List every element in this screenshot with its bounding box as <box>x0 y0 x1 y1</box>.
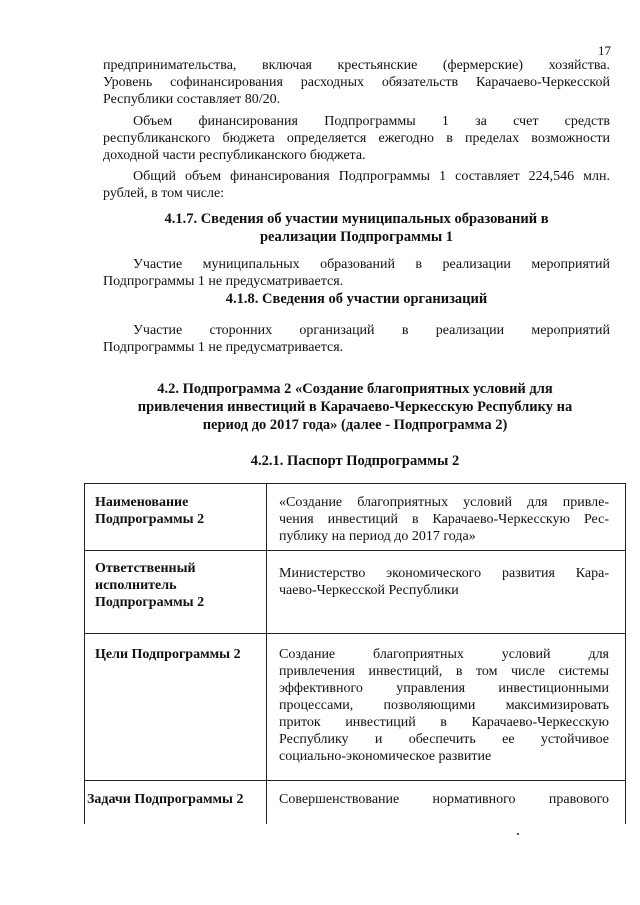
intro-line: Республики составляет 80/20. <box>103 92 281 107</box>
table-cell-label <box>84 551 267 633</box>
section-heading-417: реализации Подпрограммы 1 <box>259 229 454 245</box>
scan-speck <box>517 833 519 835</box>
row-label: Ответственный <box>95 561 196 576</box>
row-text: Министерство экономического развития Кара- чаево-Черкесской Республики <box>279 566 609 598</box>
row-label: Подпрограммы 2 <box>95 512 205 527</box>
section-heading-418: 4.1.8. Сведения об участии организаций <box>225 291 488 307</box>
section-heading-42: 4.2. Подпрограмма 2 «Создание благоприятных условий для <box>157 381 553 397</box>
intro-line: Уровень софинансирования расходных обязательств Карачаево-Черкесской <box>103 75 610 90</box>
section-417-text: Участие муниципальных образований в реализации мероприятий <box>133 257 610 272</box>
section-418-text: Подпрограммы 1 не предусматривается. <box>103 340 344 355</box>
table-row <box>84 551 626 634</box>
section-418-text: Участие сторонних организаций в реализации мероприятий <box>133 323 610 338</box>
section-heading-42: период до 2017 года» (далее - Подпрограмма 2) <box>202 417 508 433</box>
table-cell-value <box>267 634 626 780</box>
intro-line: республиканского бюджета определяется ежегодно в пределах возможности <box>103 131 610 146</box>
page-number: 17 <box>598 43 611 58</box>
intro-line: Общий объем финансирования Подпрограммы 1 составляет 224,546 млн. <box>133 169 610 184</box>
table-row <box>84 634 626 781</box>
table-cell-value <box>267 551 626 633</box>
section-heading-42: привлечения инвестиций в Карачаево-Черкесскую Республику на <box>137 399 573 415</box>
row-label: исполнитель <box>95 578 177 593</box>
row-label: Подпрограммы 2 <box>95 595 205 610</box>
row-label: Задачи Подпрограммы 2 <box>87 792 244 807</box>
row-label: Цели Подпрограммы 2 <box>95 647 241 662</box>
table-cell-label <box>84 781 267 824</box>
intro-line: доходной части республиканского бюджета. <box>103 148 366 163</box>
table-cell-label <box>84 634 267 780</box>
passport-table <box>84 483 626 824</box>
row-text: «Создание благоприятных условий для привле- чения инвестиций в Карачаево-Черкесскую Рес- публику на период до 2017 года» <box>279 495 609 544</box>
intro-line: Объем финансирования Подпрограммы 1 за счет средств <box>133 114 610 129</box>
table-cell-value <box>267 484 626 550</box>
table-cell-value <box>267 781 626 824</box>
table-row <box>84 781 626 824</box>
section-heading-417: 4.1.7. Сведения об участии муниципальных образований в <box>164 211 549 227</box>
intro-line: предпринимательства, включая крестьянские (фермерские) хозяйства. <box>103 58 610 73</box>
table-cell-label <box>84 484 267 550</box>
section-heading-421: 4.2.1. Паспорт Подпрограммы 2 <box>250 453 460 469</box>
row-label: Наименование <box>95 495 189 510</box>
section-417-text: Подпрограммы 1 не предусматривается. <box>103 274 344 289</box>
table-row <box>84 484 626 551</box>
row-text: Создание благоприятных условий для привлечения инвестиций, в том числе системы эффективного управления инвестиционными процессами, позволяющими максимизировать приток инвестиций в Карачаево-Черкесскую Республику и обеспечить ее устойчивое социально-экономическое развитие <box>279 647 609 764</box>
row-text: Совершенствование нормативного правового <box>279 792 609 807</box>
intro-line: рублей, в том числе: <box>103 186 225 201</box>
